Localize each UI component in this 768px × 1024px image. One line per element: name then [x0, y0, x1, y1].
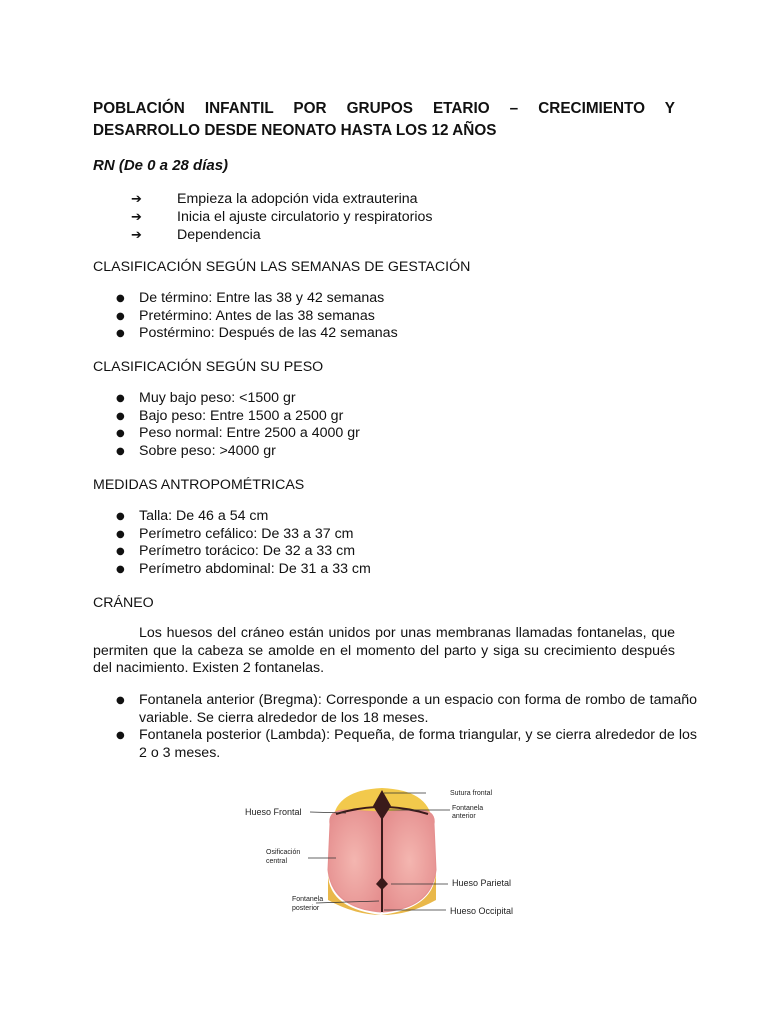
bullet-icon: ● — [116, 563, 125, 575]
bullet-icon: ● — [116, 730, 125, 742]
heading-gestacion: CLASIFICACIÓN SEGÚN LAS SEMANAS DE GESTACIÓN — [93, 259, 471, 275]
list-item: ● Perímetro cefálico: De 33 a 37 cm — [116, 525, 354, 542]
bullet-icon: ● — [116, 695, 125, 706]
list-item: ● Postérmino: Después de las 42 semanas — [116, 325, 398, 342]
list-item: ➔ Dependencia — [131, 227, 261, 243]
bullet-icon: ● — [116, 511, 125, 522]
arrow-icon: ➔ — [131, 210, 142, 225]
label-fontanela-posterior: Fontanela — [292, 896, 324, 903]
bullet-icon: ● — [116, 328, 125, 340]
list-item: ● Perímetro abdominal: De 31 a 33 cm — [116, 560, 371, 577]
list-gestacion — [116, 290, 398, 343]
list-medidas — [116, 508, 371, 578]
skull-figure — [236, 780, 536, 930]
list-item: ➔ Empieza la adopción vida extrauterina — [131, 191, 418, 207]
label-fontanela-posterior-2: posterior — [292, 905, 320, 912]
list-item: ➔ Inicia el ajuste circulatorio y respiratorios — [131, 209, 433, 225]
list-item: ● Muy bajo peso: <1500 gr — [116, 390, 296, 406]
arrow-list — [131, 190, 432, 244]
document-title: POBLACIÓN INFANTIL POR GRUPOS ETARIO – CRECIMIENTO Y DESARROLLO DESDE NEONATO HASTA LOS 12 AÑOS — [93, 100, 675, 139]
label-hueso-parietal: Hueso Parietal — [452, 878, 512, 888]
label-fontanela-anterior-2: anterior — [452, 813, 476, 820]
bullet-icon: ● — [116, 445, 125, 457]
bullet-icon: ● — [116, 393, 125, 404]
list-item: ● Perímetro torácico: De 32 a 33 cm — [116, 543, 356, 560]
paragraph-craneo: Los huesos del cráneo están unidos por unas membranas llamadas fontanelas, que permiten que la cabeza se amolde en el momento del parto y siga su crecimiento después del nacimiento. Existen 2 fontanelas. — [93, 625, 675, 677]
list-item: ● Pretérmino: Antes de las 38 semanas — [116, 307, 375, 324]
label-osificacion: Osificación — [266, 849, 301, 856]
list-item: ● Bajo peso: Entre 1500 a 2500 gr — [116, 407, 344, 424]
heading-peso: CLASIFICACIÓN SEGÚN SU PESO — [93, 359, 324, 375]
list-item: ● Talla: De 46 a 54 cm — [116, 508, 269, 524]
heading-medidas: MEDIDAS ANTROPOMÉTRICAS — [93, 477, 305, 493]
arrow-icon: ➔ — [131, 228, 142, 243]
bullet-icon: ● — [116, 293, 125, 304]
list-item: ● Fontanela posterior (Lambda): Pequeña, de forma triangular, y se cierra alrededor de los 2 o 3 meses. — [116, 727, 697, 761]
arrow-icon: ➔ — [131, 192, 142, 207]
bullet-icon: ● — [116, 546, 125, 558]
label-osificacion-2: central — [266, 858, 288, 865]
list-fontanelas — [116, 692, 697, 762]
list-item: ● Sobre peso: >4000 gr — [116, 442, 276, 459]
label-fontanela-anterior: Fontanela — [452, 805, 484, 812]
label-sutura-frontal: Sutura frontal — [450, 790, 493, 797]
list-item: ● Peso normal: Entre 2500 a 4000 gr — [116, 425, 360, 442]
label-hueso-frontal: Hueso Frontal — [245, 807, 302, 817]
bullet-icon: ● — [116, 528, 125, 540]
bullet-icon: ● — [116, 310, 125, 322]
heading-craneo: CRÁNEO — [93, 595, 154, 611]
bullet-icon: ● — [116, 428, 125, 440]
list-item: ● Fontanela anterior (Bregma): Corresponde a un espacio con forma de rombo de tamaño variable. Se cierra alrededor de los 18 meses. — [116, 692, 697, 726]
label-hueso-occipital: Hueso Occipital — [450, 906, 514, 916]
list-peso — [116, 390, 360, 460]
bullet-icon: ● — [116, 410, 125, 422]
list-item: ● De término: Entre las 38 y 42 semanas — [116, 290, 385, 306]
section-subtitle-rn: RN (De 0 a 28 días) — [93, 157, 229, 174]
